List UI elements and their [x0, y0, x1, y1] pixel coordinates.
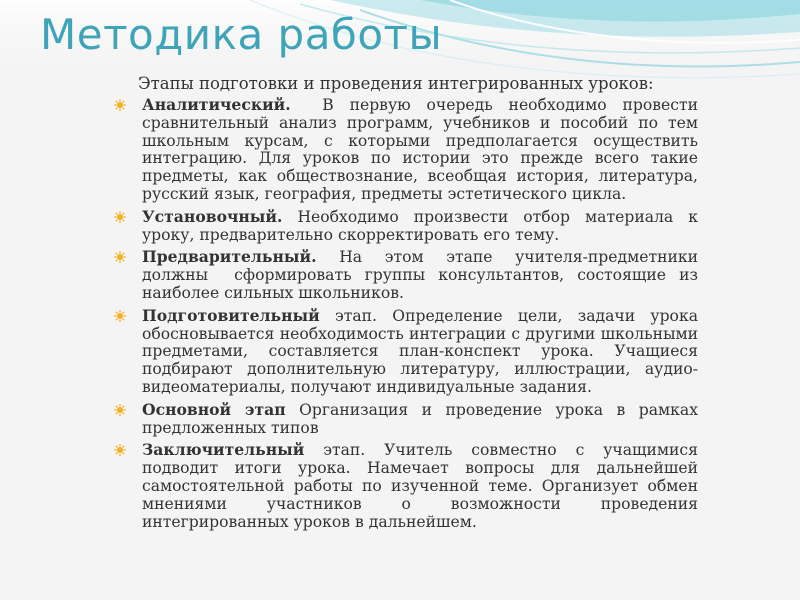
stage-term: Аналитический.: [142, 95, 291, 114]
list-item-setup: [112, 206, 703, 245]
stage-description: В первую очередь необходимо провести сравнительный анализ программ, учебников и пособий по тем школьным курсам, с которыми предполагается осуществить интеграцию. Для уроков по истории это прежде всего такие предметы, как обществознание, всеобщая история, литература, русский язык, география, предметы эстетического цикла.: [142, 96, 703, 203]
list-item-preparatory: [112, 305, 703, 397]
sun-bullet-icon: [114, 404, 126, 416]
slide-title: Методика работы: [40, 10, 443, 59]
slide-subtitle: Этапы подготовки и проведения интегрированных уроков:: [138, 74, 654, 93]
stage-description: этап. Определение цели, задачи урока обосновывается необходимость интеграции с другими школьными предметами, составляется план-конспект урока. Учащиеся подбирают дополнительную литературу, иллюстрации, аудио-видеоматериалы, получают индивидуальные задания.: [142, 306, 703, 396]
list-item-main: [112, 399, 703, 438]
stage-term: Основной этап: [142, 399, 286, 419]
list-item-final: [112, 440, 703, 531]
stage-description: На этом этапе учителя-предметники должны сформировать группы консультантов, состоящие из наиболее сильных школьников.: [142, 248, 703, 302]
stage-description: этап. Учитель совместно с учащимися подводит итоги урока. Намечает вопросы для дальнейшей самостоятельной работы по изученной теме. Организует обмен мнениями участников о возможности проведения интегрированных уроков в дальнейшем.: [142, 441, 703, 531]
stage-term: Установочный.: [142, 206, 283, 226]
stage-description: Необходимо произвести отбор материала к уроку, предварительно скорректировать его тему.: [142, 207, 703, 244]
stages-list: [112, 95, 703, 535]
list-item-preliminary: [112, 247, 703, 302]
stage-description: Организация и проведение урока в рамках предложенных типов: [142, 400, 703, 437]
sun-bullet-icon: [114, 310, 126, 322]
sun-bullet-icon: [114, 251, 126, 263]
list-item-analytical: [112, 95, 703, 204]
sun-bullet-icon: [114, 99, 126, 111]
stage-term: Предварительный.: [142, 247, 317, 267]
stage-term: Подготовительный: [142, 305, 320, 325]
sun-bullet-icon: [114, 211, 126, 223]
sun-bullet-icon: [114, 444, 126, 456]
stage-term: Заключительный: [142, 440, 305, 460]
